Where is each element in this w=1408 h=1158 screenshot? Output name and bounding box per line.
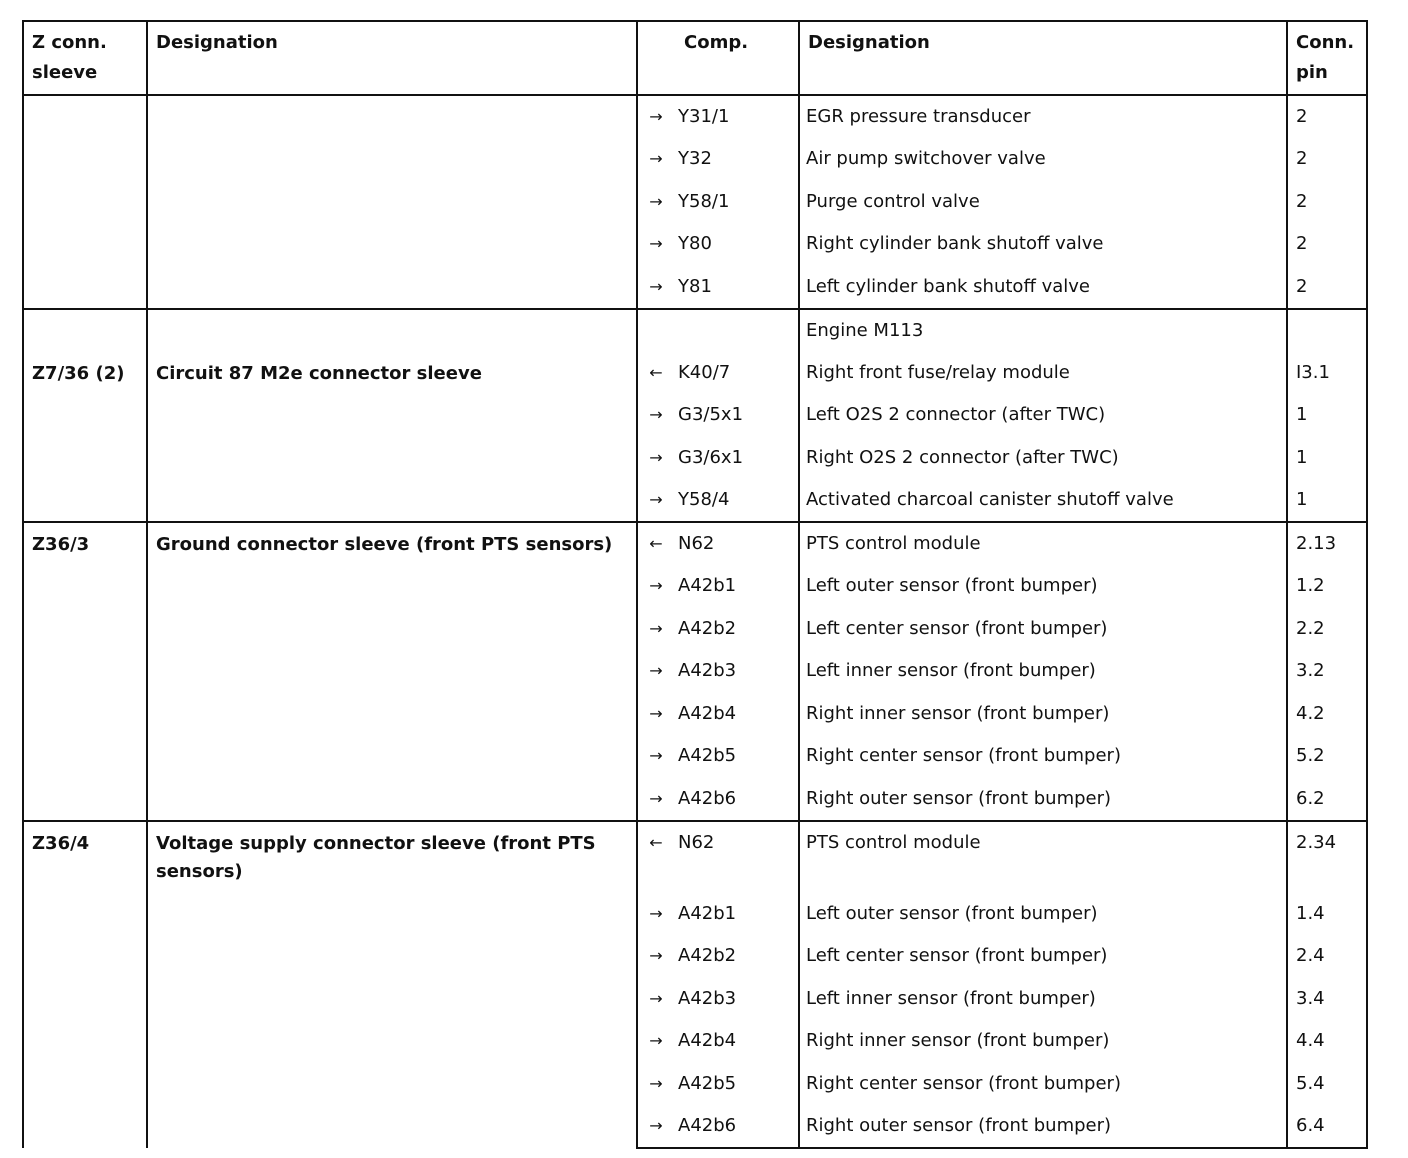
sleeve-designation-cell bbox=[147, 309, 637, 523]
connector-pin: 2.4 bbox=[1287, 935, 1367, 978]
component-code: G3/6x1 bbox=[678, 446, 744, 468]
arrow-right-icon: → bbox=[649, 903, 663, 923]
component-designation: Right center sensor (front bumper) bbox=[799, 735, 1287, 778]
component-designation: Right inner sensor (front bumper) bbox=[799, 1020, 1287, 1063]
component-designation: Left inner sensor (front bumper) bbox=[799, 978, 1287, 1021]
sleeve-designation bbox=[148, 96, 636, 104]
connector-table bbox=[22, 20, 1368, 1149]
z-conn-sleeve-cell bbox=[23, 95, 147, 309]
connector-pin: 4.2 bbox=[1287, 693, 1367, 736]
arrow-right-icon: → bbox=[649, 746, 663, 765]
component-designation: Right front fuse/relay module bbox=[799, 352, 1287, 395]
component-cell bbox=[637, 1105, 799, 1148]
component-code: A42b5 bbox=[678, 1072, 737, 1094]
component-designation: Left O2S 2 connector (after TWC) bbox=[799, 394, 1287, 437]
component-cell bbox=[637, 309, 799, 352]
z-conn-sleeve-id bbox=[24, 96, 146, 104]
component-code: Y32 bbox=[678, 148, 712, 169]
component-designation: Left cylinder bank shutoff valve bbox=[799, 266, 1287, 309]
connector-pin: 2.2 bbox=[1287, 608, 1367, 651]
arrow-right-icon: → bbox=[649, 788, 663, 808]
component-code: Y31/1 bbox=[678, 106, 730, 127]
component-code: Y81 bbox=[678, 275, 712, 297]
connector-pin: 6.4 bbox=[1287, 1105, 1367, 1148]
component-code: Y80 bbox=[678, 233, 712, 254]
component-cell bbox=[637, 181, 799, 224]
connector-pin: 5.4 bbox=[1287, 1063, 1367, 1106]
component-designation: PTS control module bbox=[799, 821, 1287, 893]
component-cell bbox=[637, 893, 799, 936]
connector-pin: 6.2 bbox=[1287, 778, 1367, 821]
connector-pin: 2 bbox=[1287, 95, 1367, 138]
component-designation: Left outer sensor (front bumper) bbox=[799, 565, 1287, 608]
header-comp: Comp. bbox=[637, 21, 799, 95]
component-code: A42b2 bbox=[678, 617, 737, 639]
arrow-right-icon: → bbox=[649, 107, 663, 126]
component-code: A42b4 bbox=[678, 1030, 737, 1051]
component-code: A42b4 bbox=[678, 702, 737, 724]
component-code: A42b6 bbox=[678, 787, 737, 809]
arrow-right-icon: → bbox=[649, 1116, 663, 1135]
connector-pin: 2 bbox=[1287, 181, 1367, 224]
z-conn-sleeve-id: Z7/36 (2) bbox=[32, 363, 125, 384]
arrow-left-icon: ← bbox=[649, 832, 663, 852]
sleeve-designation-cell bbox=[147, 95, 637, 309]
component-cell bbox=[637, 650, 799, 693]
sleeve-designation: Voltage supply connector sleeve (front PTS sensors) bbox=[156, 832, 596, 882]
arrow-right-icon: → bbox=[649, 946, 663, 965]
header-row bbox=[23, 21, 1367, 95]
z-conn-sleeve-id: Z36/4 bbox=[32, 832, 90, 854]
arrow-right-icon: → bbox=[649, 1073, 663, 1093]
component-code: N62 bbox=[678, 831, 715, 853]
connector-pin: 2 bbox=[1287, 266, 1367, 309]
header-z-conn-sleeve: Z conn. sleeve bbox=[23, 21, 147, 95]
component-designation: Left center sensor (front bumper) bbox=[799, 608, 1287, 651]
component-cell bbox=[637, 522, 799, 565]
component-cell bbox=[637, 735, 799, 778]
component-code: A42b6 bbox=[678, 1115, 737, 1136]
component-cell bbox=[637, 565, 799, 608]
arrow-right-icon: → bbox=[649, 191, 663, 211]
component-code: G3/5x1 bbox=[678, 404, 744, 425]
arrow-right-icon: → bbox=[649, 618, 663, 638]
arrow-right-icon: → bbox=[649, 276, 663, 296]
table-row bbox=[23, 309, 1367, 352]
connector-pin: 1 bbox=[1287, 479, 1367, 522]
component-designation: Right cylinder bank shutoff valve bbox=[799, 223, 1287, 266]
connector-pin: 2.13 bbox=[1287, 522, 1367, 565]
connector-pin: I3.1 bbox=[1287, 352, 1367, 395]
component-cell bbox=[637, 437, 799, 480]
connector-pin: 5.2 bbox=[1287, 735, 1367, 778]
header-comp-designation: Designation bbox=[799, 21, 1287, 95]
arrow-right-icon: → bbox=[649, 149, 663, 168]
component-designation: Purge control valve bbox=[799, 181, 1287, 224]
connector-pin: 1 bbox=[1287, 437, 1367, 480]
component-cell bbox=[637, 266, 799, 309]
component-cell bbox=[637, 693, 799, 736]
arrow-right-icon: → bbox=[649, 576, 663, 595]
component-code: Y58/1 bbox=[678, 190, 730, 212]
component-designation: EGR pressure transducer bbox=[799, 95, 1287, 138]
sleeve-designation: Ground connector sleeve (front PTS sensors) bbox=[156, 534, 613, 555]
arrow-right-icon: → bbox=[649, 234, 663, 253]
component-code: A42b2 bbox=[678, 945, 737, 966]
header-conn-pin: Conn. pin bbox=[1287, 21, 1367, 95]
component-code: A42b3 bbox=[678, 660, 737, 681]
connector-pin: 2 bbox=[1287, 138, 1367, 181]
component-designation: PTS control module bbox=[799, 522, 1287, 565]
component-cell bbox=[637, 95, 799, 138]
table-row bbox=[23, 821, 1367, 893]
arrow-right-icon: → bbox=[649, 405, 663, 424]
component-code: Y58/4 bbox=[678, 489, 730, 510]
sleeve-designation-cell bbox=[147, 522, 637, 821]
component-designation: Right center sensor (front bumper) bbox=[799, 1063, 1287, 1106]
arrow-right-icon: → bbox=[649, 1031, 663, 1050]
component-cell bbox=[637, 1063, 799, 1106]
connector-pin: 3.4 bbox=[1287, 978, 1367, 1021]
z-conn-sleeve-cell bbox=[23, 309, 147, 523]
arrow-left-icon: ← bbox=[649, 534, 663, 553]
component-designation: Left outer sensor (front bumper) bbox=[799, 893, 1287, 936]
component-designation: Right outer sensor (front bumper) bbox=[799, 1105, 1287, 1148]
table-row bbox=[23, 522, 1367, 565]
arrow-right-icon: → bbox=[649, 490, 663, 509]
connector-pin: 1 bbox=[1287, 394, 1367, 437]
connector-pin: 1.2 bbox=[1287, 565, 1367, 608]
z-conn-sleeve-cell bbox=[23, 821, 147, 1149]
arrow-right-icon: → bbox=[649, 988, 663, 1008]
arrow-right-icon: → bbox=[649, 703, 663, 723]
component-code: N62 bbox=[678, 533, 715, 554]
connector-pin: 1.4 bbox=[1287, 893, 1367, 936]
component-designation: Right O2S 2 connector (after TWC) bbox=[799, 437, 1287, 480]
component-cell bbox=[637, 394, 799, 437]
table-body bbox=[23, 95, 1367, 1148]
component-cell bbox=[637, 778, 799, 821]
component-code: A42b1 bbox=[678, 575, 737, 596]
component-designation: Left center sensor (front bumper) bbox=[799, 935, 1287, 978]
component-cell bbox=[637, 821, 799, 893]
component-designation: Activated charcoal canister shutoff valve bbox=[799, 479, 1287, 522]
component-cell bbox=[637, 479, 799, 522]
z-conn-sleeve-id: Z36/3 bbox=[32, 534, 90, 555]
component-designation: Right outer sensor (front bumper) bbox=[799, 778, 1287, 821]
component-code: A42b3 bbox=[678, 987, 737, 1009]
component-cell bbox=[637, 608, 799, 651]
connector-pin: 3.2 bbox=[1287, 650, 1367, 693]
arrow-right-icon: → bbox=[649, 661, 663, 680]
connector-pin bbox=[1287, 309, 1367, 352]
connector-pin: 2 bbox=[1287, 223, 1367, 266]
component-cell bbox=[637, 978, 799, 1021]
component-code: A42b1 bbox=[678, 902, 737, 924]
sleeve-designation: Circuit 87 M2e connector sleeve bbox=[156, 363, 482, 384]
component-cell bbox=[637, 138, 799, 181]
component-cell bbox=[637, 935, 799, 978]
z-conn-sleeve-cell bbox=[23, 522, 147, 821]
component-code: A42b5 bbox=[678, 745, 737, 766]
connector-pin: 4.4 bbox=[1287, 1020, 1367, 1063]
sleeve-designation-cell bbox=[147, 821, 637, 1149]
component-designation: Air pump switchover valve bbox=[799, 138, 1287, 181]
component-cell bbox=[637, 223, 799, 266]
component-designation: Left inner sensor (front bumper) bbox=[799, 650, 1287, 693]
component-code: K40/7 bbox=[678, 361, 731, 383]
arrow-left-icon: ← bbox=[649, 362, 663, 382]
connector-pin: 2.34 bbox=[1287, 821, 1367, 893]
component-designation: Engine M113 bbox=[799, 309, 1287, 352]
component-designation: Right inner sensor (front bumper) bbox=[799, 693, 1287, 736]
arrow-right-icon: → bbox=[649, 447, 663, 467]
component-cell bbox=[637, 352, 799, 395]
table-row bbox=[23, 95, 1367, 138]
component-cell bbox=[637, 1020, 799, 1063]
header-designation: Designation bbox=[147, 21, 637, 95]
